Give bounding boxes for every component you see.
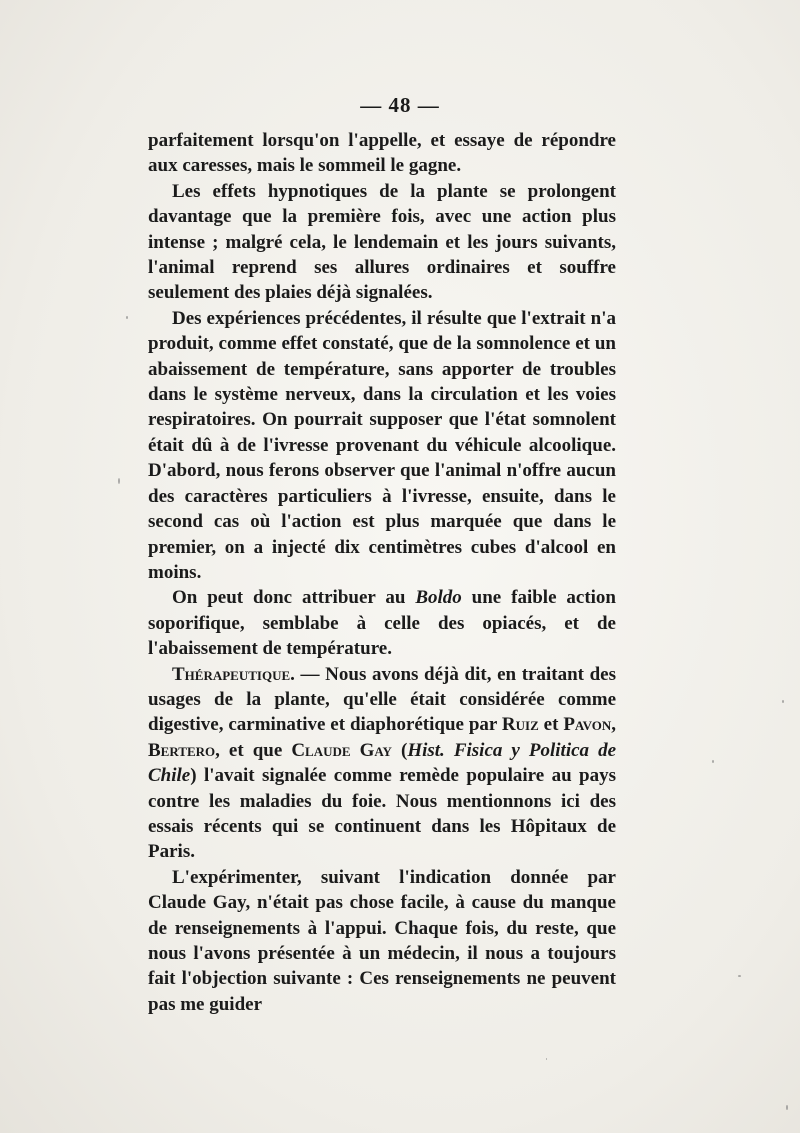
paragraph-experiments-conclusion: Des expériences précédentes, il résulte que l'extrait n'a produit, comme effet constaté, que de la somnolence et un abaissement de température, sans apporter de troubles dans le système nerveux, dans la circulation et les voies respiratoires. On pourrait supposer que l'état somnolent était dû à de l'ivresse provenant du véhicule alcoolique. D'abord, nous ferons observer que l'animal n'offre aucun des caractères particuliers à l'ivresse, ensuite, dans le second cas où l'action est plus marquée que dans le premier, on a injecté dix centimètres cubes d'alcool en moins. (148, 307, 616, 583)
author-name: Ruiz (501, 714, 539, 736)
text-run: — Nous avons déjà dit, en traitant des usages de la plante, qu'elle était considérée comme digestive, carminative et diaphorétique par (148, 663, 616, 736)
author-name: Claude Gay (291, 739, 392, 761)
text-run: ) l'avait signalée comme remède populaire au pays contre les maladies du foie. Nous mentionnons ici des essais récents qui se continuent dans les Hôpitaux de Paris. (148, 765, 616, 863)
paper-speck (118, 478, 120, 484)
page-number: — 48 — (360, 93, 440, 117)
paper-speck (786, 1105, 788, 1110)
paragraph-soporific-action (148, 585, 616, 661)
author-name: Bertero (148, 739, 216, 761)
text-run: une faible action soporifique, semblabe à celle des opiacés, et de l'abaissement de température. (148, 587, 616, 660)
paragraph-hypnotic-effects: Les effets hypnotiques de la plante se prolongent davantage que la première fois, avec une action plus intense ; malgré cela, le lendemain et les jours suivants, l'animal reprend ses allures ordinaires et souffre seulement des plaies déjà signalées. (148, 180, 616, 304)
text-run: et (538, 714, 564, 736)
work-title-italic: Hist. Fisica y Politica de Chile (148, 739, 617, 787)
text-run: ( (391, 739, 408, 761)
paper-speck (712, 760, 714, 763)
plant-name-italic: Boldo (415, 587, 462, 609)
paper-speck (738, 975, 741, 977)
author-name: Pavon (563, 714, 612, 736)
paragraph-experimenting: L'expérimenter, suivant l'indication donnée par Claude Gay, n'était pas chose facile, à cause du manque de renseignements à l'appui. Chaque fois, du reste, que nous l'avons présentée à un médecin, il nous a toujours fait l'objection suivante : Ces renseignements ne peuvent pas me guider (148, 866, 616, 1015)
text-run: , et que (215, 739, 292, 761)
paper-speck (546, 1058, 547, 1060)
text-run: On peut donc attribuer au (172, 587, 416, 609)
paragraph-therapeutics (148, 662, 616, 865)
section-heading: Thérapeutique. (172, 663, 295, 685)
body-text (148, 128, 616, 1017)
text-run: , (611, 714, 617, 736)
paper-speck (782, 700, 784, 703)
paragraph-continuation: parfaitement lorsqu'on l'appelle, et essaye de répondre aux caresses, mais le sommeil le gagne. (148, 130, 616, 177)
paper-speck (126, 316, 128, 319)
